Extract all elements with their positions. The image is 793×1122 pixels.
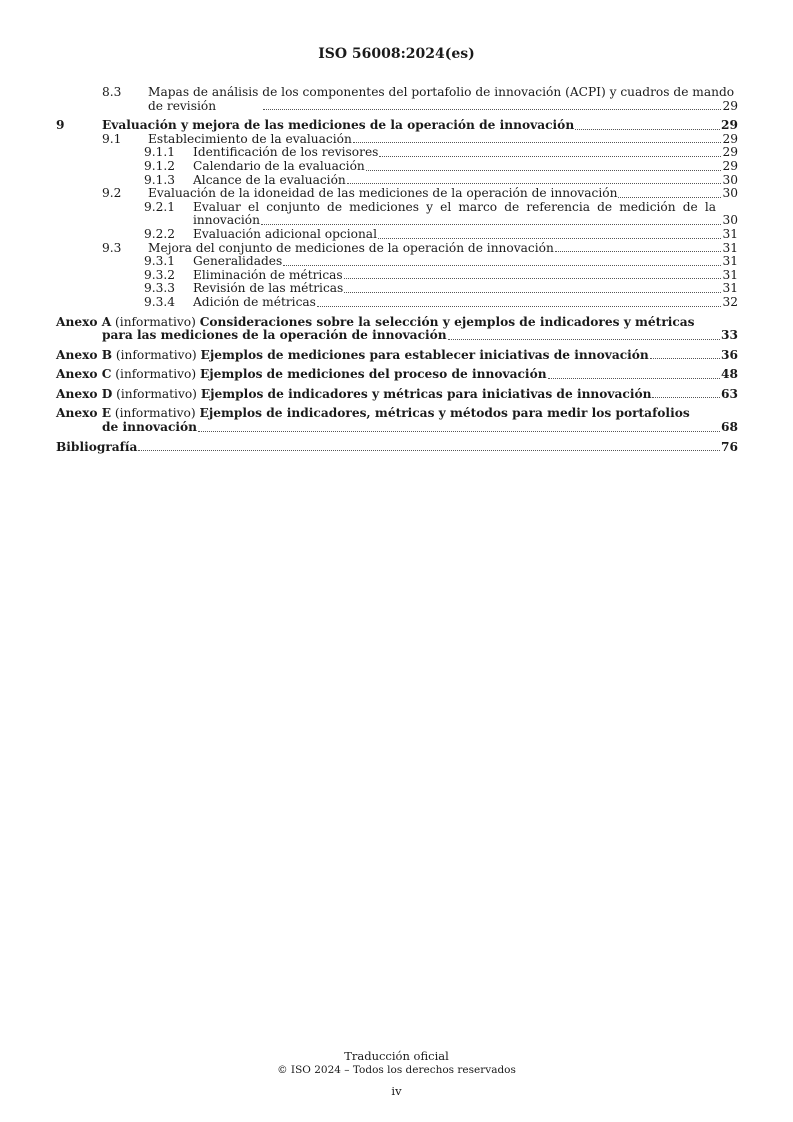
toc-title: Establecimiento de la evaluación bbox=[148, 131, 352, 146]
toc-title: Ejemplos de mediciones para establecer iniciativas de innovación bbox=[200, 347, 649, 362]
toc-number: 8.3 bbox=[102, 85, 122, 99]
footer-copyright: © ISO 2024 – Todos los derechos reservados bbox=[277, 1064, 516, 1076]
toc-title: Mapas de análisis de los componentes del portafolio de innovación (ACPI) y cuadros de mando de revisión bbox=[148, 85, 735, 113]
toc-page: 29 bbox=[722, 158, 738, 173]
page-number: iv bbox=[391, 1084, 402, 1098]
toc-entry-annex-b[interactable] bbox=[56, 349, 738, 363]
toc-number: 9.2.1 bbox=[144, 199, 176, 214]
toc-title: Identificación de los revisores bbox=[193, 145, 379, 160]
toc-title: Evaluación y mejora de las mediciones de la operación de innovación bbox=[102, 118, 575, 133]
document-header: ISO 56008:2024(es) bbox=[318, 46, 475, 62]
dot-leader bbox=[378, 238, 722, 239]
toc-page: 31 bbox=[722, 267, 738, 282]
toc-page: 31 bbox=[722, 281, 738, 296]
toc-page: 48 bbox=[721, 367, 738, 382]
toc-entry-bibliography[interactable] bbox=[56, 441, 738, 455]
dot-leader bbox=[366, 170, 722, 171]
annex-type: (informativo) bbox=[116, 386, 197, 401]
toc-page: 63 bbox=[721, 386, 738, 401]
toc-number: 9.2 bbox=[102, 186, 122, 201]
dot-leader bbox=[344, 292, 721, 293]
toc-page: 29 bbox=[721, 118, 738, 133]
toc-entry-annex-a-leader bbox=[56, 329, 738, 343]
toc-number: 9.3.2 bbox=[144, 267, 176, 282]
toc-entry-9-3-3[interactable] bbox=[56, 282, 738, 296]
toc-number: 9.1.2 bbox=[144, 158, 176, 173]
toc-entry-9-1-3[interactable] bbox=[56, 174, 738, 188]
toc-entry-9-2[interactable] bbox=[56, 187, 738, 201]
toc-number: 9.3 bbox=[102, 240, 122, 255]
annex-label: Anexo C bbox=[56, 367, 112, 382]
toc-page: 29 bbox=[722, 145, 738, 160]
dot-leader bbox=[353, 142, 722, 143]
dot-leader bbox=[650, 358, 720, 359]
toc-entry-9-3[interactable] bbox=[56, 242, 738, 256]
toc-title: Evaluación de la idoneidad de las mediciones de la operación de innovación bbox=[148, 186, 618, 201]
toc-number: 9.3.3 bbox=[144, 281, 176, 296]
dot-leader bbox=[198, 431, 720, 432]
toc-page: 30 bbox=[722, 186, 738, 201]
toc-entry-annex-e-leader bbox=[56, 421, 738, 435]
dot-leader bbox=[652, 397, 720, 398]
toc-page: 31 bbox=[722, 240, 738, 255]
toc-entry-9-3-4[interactable] bbox=[56, 296, 738, 310]
toc-number: 9.2.2 bbox=[144, 226, 176, 241]
toc-number: 9 bbox=[56, 118, 65, 133]
toc-title: Calendario de la evaluación bbox=[193, 158, 365, 173]
toc-entry-annex-d[interactable] bbox=[56, 388, 738, 402]
annex-label: Anexo B bbox=[56, 347, 113, 362]
toc-page: 30 bbox=[722, 213, 738, 228]
dot-leader bbox=[548, 378, 720, 379]
toc-title: Consideraciones sobre la selección y ejemplos de indicadores y métricas para las mediciones de la operación de innovación bbox=[102, 314, 695, 343]
toc-page: 30 bbox=[722, 172, 738, 187]
toc-page: 31 bbox=[722, 254, 738, 269]
dot-leader bbox=[575, 129, 720, 130]
toc-number: 9.3.1 bbox=[144, 254, 176, 269]
toc-page: 76 bbox=[721, 439, 738, 454]
toc-title: Evaluación adicional opcional bbox=[193, 226, 377, 241]
toc-title: Generalidades bbox=[193, 254, 283, 269]
toc-title: Ejemplos de indicadores, métricas y métodos para medir los portafolios de innovación bbox=[102, 406, 690, 435]
annex-type: (informativo) bbox=[114, 406, 196, 421]
toc-title: Alcance de la evaluación bbox=[193, 172, 346, 187]
toc-entry-9-2-1-leader bbox=[56, 214, 738, 228]
annex-type: (informativo) bbox=[115, 347, 197, 362]
toc-title: Mejora del conjunto de mediciones de la operación de innovación bbox=[148, 240, 554, 255]
annex-label: Anexo A bbox=[56, 314, 112, 329]
dot-leader bbox=[138, 450, 720, 451]
toc-entry-9[interactable] bbox=[56, 119, 738, 133]
footer-translation-note: Traducción oficial bbox=[344, 1049, 449, 1063]
toc-title: Ejemplos de indicadores y métricas para iniciativas de innovación bbox=[200, 386, 652, 401]
dot-leader bbox=[283, 265, 721, 266]
toc-number: 9.1.3 bbox=[144, 172, 176, 187]
dot-leader bbox=[555, 251, 722, 252]
dot-leader bbox=[263, 109, 722, 110]
toc-entry-9-3-1[interactable] bbox=[56, 255, 738, 269]
dot-leader bbox=[317, 306, 722, 307]
toc-page: 29 bbox=[722, 131, 738, 146]
toc-number: 9.1 bbox=[102, 131, 122, 146]
toc-page: 31 bbox=[722, 226, 738, 241]
toc-page: 32 bbox=[722, 294, 738, 309]
toc-title: Revisión de las métricas bbox=[193, 281, 344, 296]
toc-title: Bibliografía bbox=[56, 439, 138, 454]
dot-leader bbox=[347, 183, 722, 184]
toc-title: Eliminación de métricas bbox=[193, 267, 343, 282]
dot-leader bbox=[261, 224, 721, 225]
toc-number: 9.1.1 bbox=[144, 145, 176, 160]
toc-page: 33 bbox=[721, 328, 738, 343]
annex-type: (informativo) bbox=[115, 367, 197, 382]
dot-leader bbox=[448, 339, 720, 340]
toc-page: 68 bbox=[721, 420, 738, 435]
annex-type: (informativo) bbox=[115, 314, 196, 329]
toc-title: Ejemplos de mediciones del proceso de innovación bbox=[199, 367, 547, 382]
toc-page: 36 bbox=[721, 347, 738, 362]
toc-page: 29 bbox=[722, 98, 738, 113]
toc-title: Adición de métricas bbox=[193, 294, 316, 309]
toc-entry-9-2-2[interactable] bbox=[56, 228, 738, 242]
toc-entry-9-1-1[interactable] bbox=[56, 146, 738, 160]
annex-label: Anexo D bbox=[56, 386, 113, 401]
dot-leader bbox=[344, 278, 722, 279]
annex-label: Anexo E bbox=[56, 406, 111, 421]
toc-title: Evaluar el conjunto de mediciones y el marco de referencia de medición de la innovación bbox=[193, 199, 716, 228]
table-of-contents bbox=[56, 86, 738, 454]
toc-entry-9-1[interactable] bbox=[56, 133, 738, 147]
toc-number: 9.3.4 bbox=[144, 294, 176, 309]
toc-entry-9-3-2[interactable] bbox=[56, 269, 738, 283]
toc-entry-9-1-2[interactable] bbox=[56, 160, 738, 174]
toc-entry-annex-c[interactable] bbox=[56, 368, 738, 382]
dot-leader bbox=[379, 156, 721, 157]
dot-leader bbox=[618, 197, 721, 198]
toc-entry-8-3-leader bbox=[56, 100, 738, 114]
